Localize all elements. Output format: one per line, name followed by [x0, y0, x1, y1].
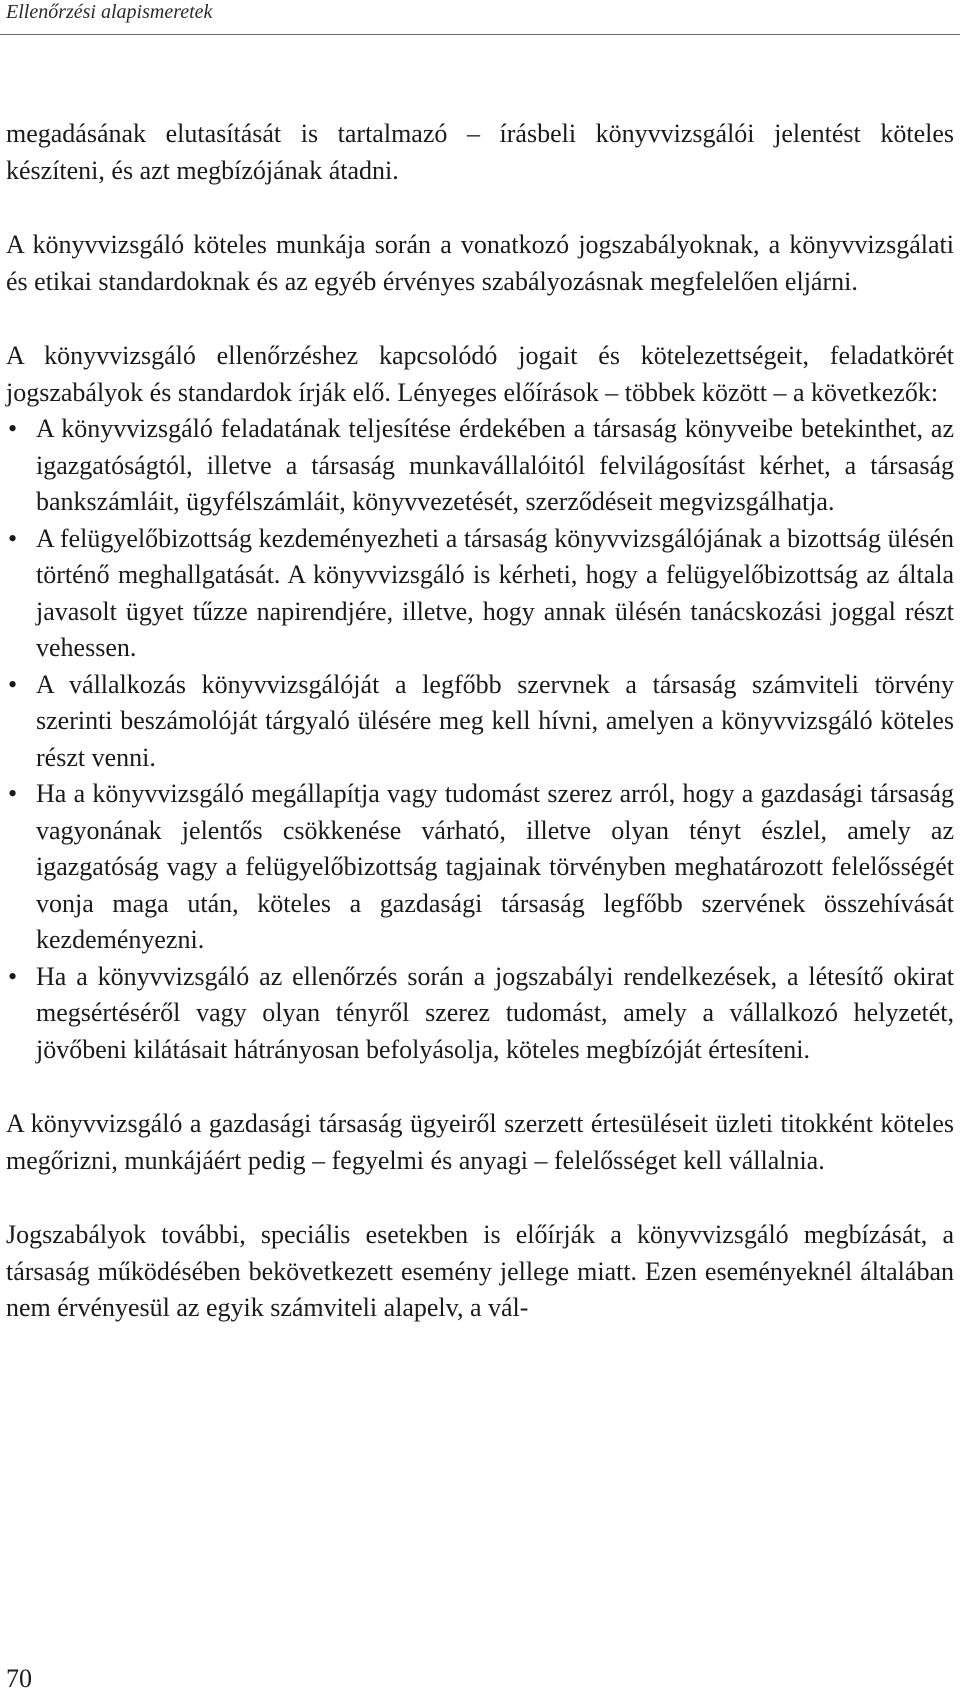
bullet-icon: • [8, 669, 18, 699]
list-item [6, 959, 954, 1069]
paragraph-rights-intro: A könyvvizsgáló ellenőrzéshez kapcsolódó jogait és kötelezettségeit, feladatkörét jogszabályok és standardok írják elő. Lényeges előírások – többek között – a következők: [6, 341, 954, 407]
page-number: 70 [6, 1664, 32, 1693]
bullet-icon: • [8, 523, 18, 553]
bullet-icon: • [8, 779, 18, 808]
bullet-icon: • [8, 414, 18, 443]
list-item [6, 776, 954, 959]
list-item-text: A könyvvizsgáló feladatának teljesítése érdekében a társaság könyveibe betekinthet, az igazgatóságtól, illetve a társaság munkavállalóitól felvilágosítást kérhet, a társaság bankszámláit, ügyfélszámláit, könyvvezetését, szerződéseit megvizsgálhatja. [36, 414, 954, 516]
paragraph-standards: A könyvvizsgáló köteles munkája során a vonatkozó jogszabályoknak, a könyvvizsgálati és etikai standardoknak és az egyéb érvényes szabályozásnak megfelelően eljárni. [6, 230, 954, 296]
paragraph-report-obligation: megadásának elutasítását is tartalmazó – írásbeli könyvvizsgálói jelentést köteles készíteni, és azt megbízójának átadni. [6, 119, 954, 185]
list-item-text: Ha a könyvvizsgáló megállapítja vagy tudomást szerez arról, hogy a gazdasági társaság vagyonának jelentős csökkenése várható, illetve olyan tényt észlel, amely az igazgatóság vagy a felügyelőbizottság tagjainak törvényben meghatározott felelősségét vonja maga után, köteles a gazdasági társaság legfőbb szervének összehívását kezdeményezni. [36, 779, 954, 954]
list-item [6, 521, 954, 667]
paragraph-special-cases: Jogszabályok további, speciális esetekben is előírják a könyvvizsgáló megbízását, a társaság működésében bekövetkezett esemény jellege miatt. Ezen eseményeknél általában nem érvényesül az egyik számviteli alapelv, a vál- [6, 1220, 954, 1322]
rights-list [6, 411, 954, 1068]
paragraph-confidentiality: A könyvvizsgáló a gazdasági társaság ügyeiről szerzett értesüléseit üzleti titokként köteles megőrizni, munkájáért pedig – fegyelmi és anyagi – felelősséget kell vállalnia. [6, 1109, 954, 1175]
bullet-icon: • [8, 961, 18, 991]
page-body [6, 116, 954, 1327]
list-item-text: Ha a könyvvizsgáló az ellenőrzés során a jogszabályi rendelkezések, a létesítő okirat megsértéséről vagy olyan tényről szerez tudomást, amely a vállalkozó helyzetét, jövőbeni kilátásait hátrányosan befolyásolja, köteles megbízóját értesíteni. [36, 961, 954, 1064]
list-item [6, 411, 954, 521]
list-item-text: A vállalkozás könyvvizsgálóját a legfőbb szervnek a társaság számviteli törvény szerinti beszámolóját tárgyaló ülésére meg kell hívni, amelyen a könyvvizsgáló köteles részt venni. [36, 669, 954, 772]
list-item [6, 667, 954, 777]
running-header: Ellenőrzési alapismeretek [6, 1, 213, 23]
list-item-text: A felügyelőbizottság kezdeményezheti a társaság könyvvizsgálójának a bizottság ülésén történő meghallgatását. A könyvvizsgáló is kérheti, hogy a felügyelőbizottság az általa javasolt ügyet tűzze napirendjére, illetve, hogy annak ülésén tanácskozási joggal részt vehessen. [36, 523, 954, 662]
header-rule [0, 34, 960, 35]
